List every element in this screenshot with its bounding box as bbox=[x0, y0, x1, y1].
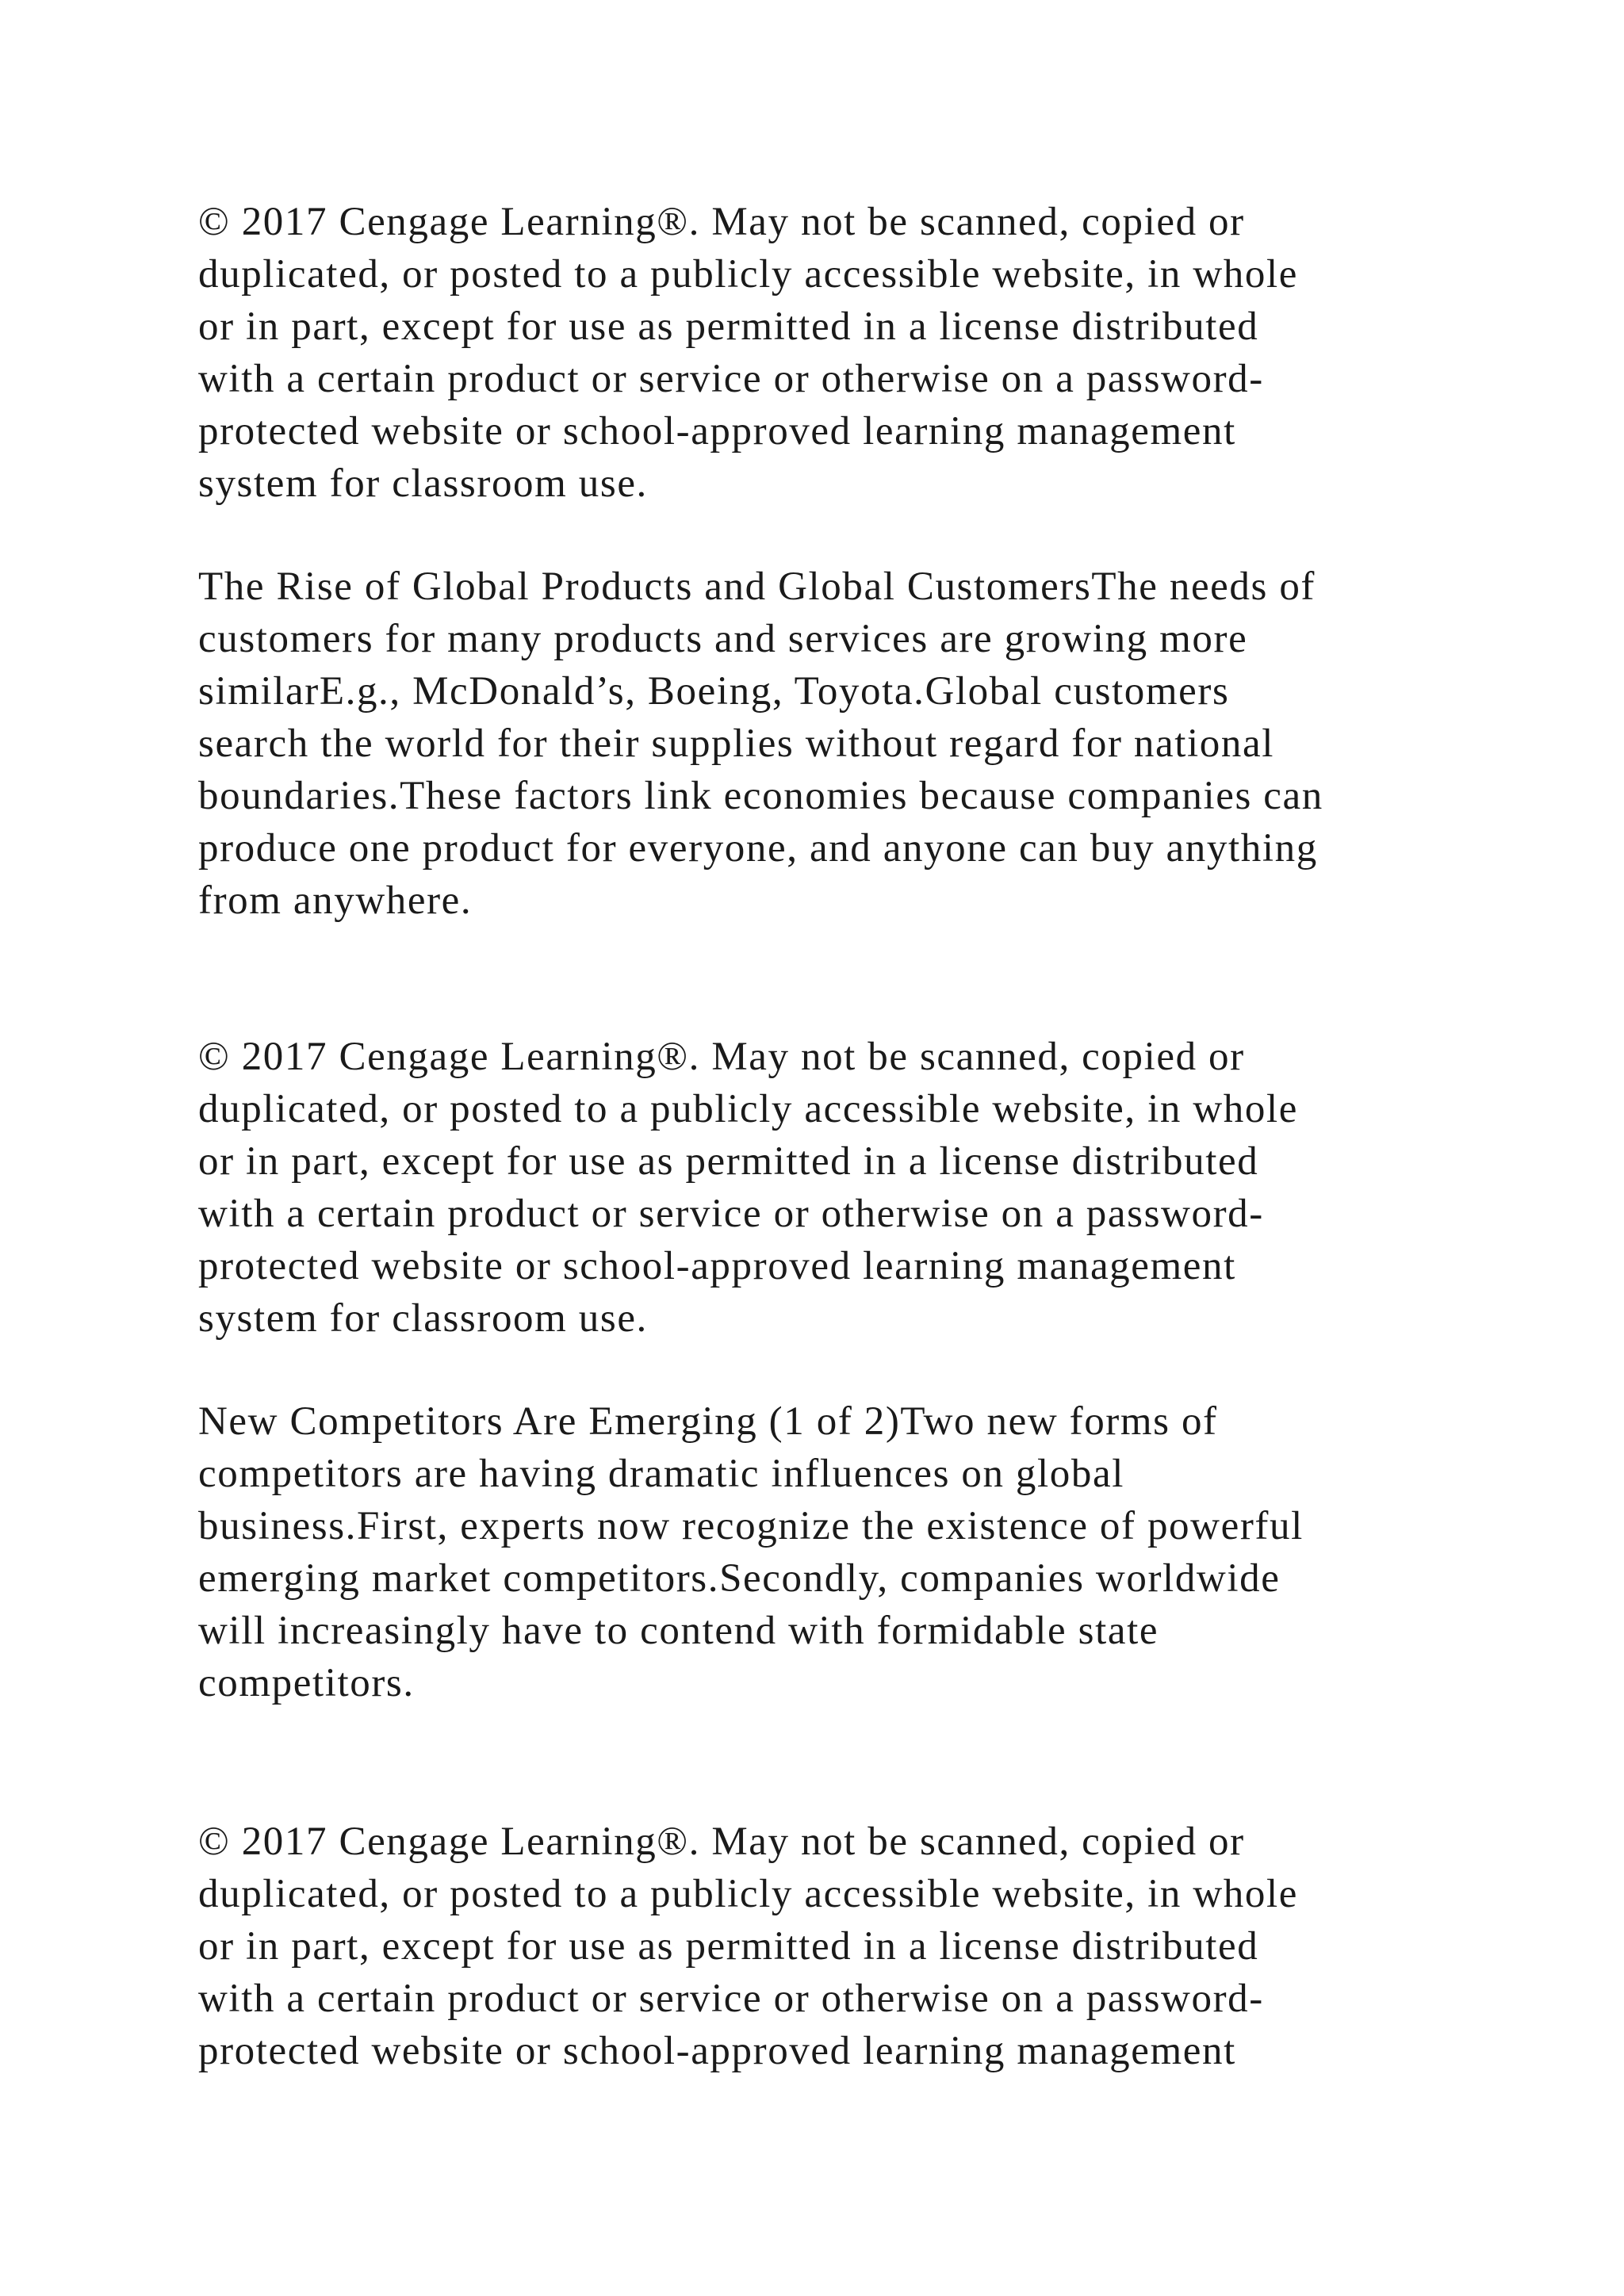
copyright-notice: © 2017 Cengage Learning®. May not be scanned, copied or duplicated, or posted to a publicly accessible website, in whole or in part, except for use as permitted in a license distributed with a certain product or service or otherwise on a password- protected website or school-approved learning management system for classroom use. bbox=[198, 1035, 1298, 1341]
body-paragraph-global-products: The Rise of Global Products and Global CustomersThe needs of customers for many products and services are growing more similarE.g., McDonald’s, Boeing, Toyota.Global customers search the world for their supplies without regard for national boundaries.These factors link economies because companies can produce one product for everyone, and anyone can buy anything from anywhere. bbox=[198, 564, 1323, 923]
copyright-notice: © 2017 Cengage Learning®. May not be scanned, copied or duplicated, or posted to a publicly accessible website, in whole or in part, except for use as permitted in a license distributed with a certain product or service or otherwise on a password- protected website or school-approved learning management system for classroom use. bbox=[198, 200, 1298, 506]
body-paragraph-new-competitors: New Competitors Are Emerging (1 of 2)Two new forms of competitors are having dramatic influences on global business.First, experts now recognize the existence of powerful emerging market competitors.Secondly, companies worldwide will increasingly have to contend with formidable state competitors. bbox=[198, 1399, 1304, 1705]
copyright-notice: © 2017 Cengage Learning®. May not be scanned, copied or duplicated, or posted to a publicly accessible website, in whole or in part, except for use as permitted in a license distributed with a certain product or service or otherwise on a password- protected website or school-approved learning management bbox=[198, 1820, 1298, 2073]
